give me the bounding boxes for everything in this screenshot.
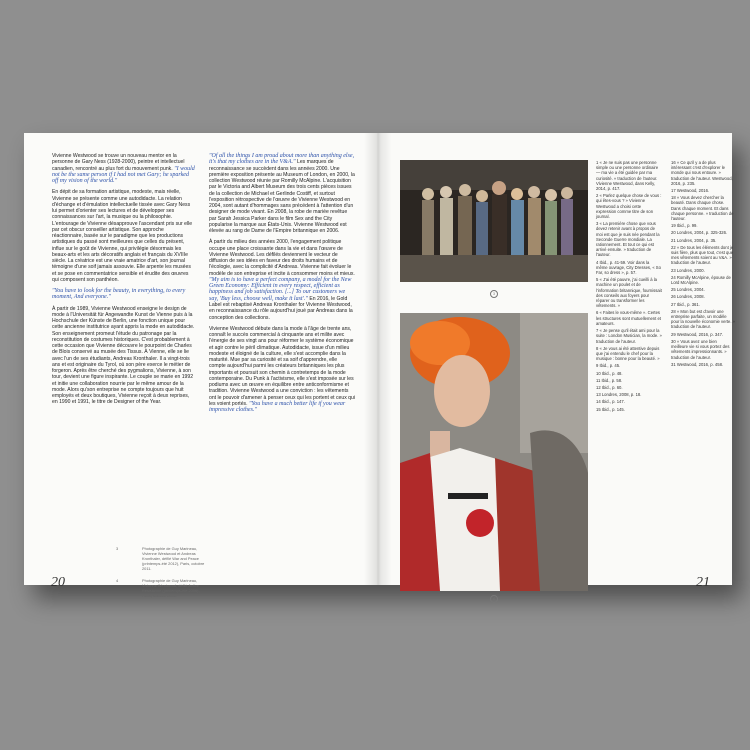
endnote: 18 « Vous devez chercher la beauté. Dans chaque chose. Dans chaque moment. Et dans chaque personne. » traduction de l'auteur. (671, 195, 734, 222)
right-page (378, 133, 736, 601)
endnote: 14 Ibid., p. 147. (596, 399, 625, 405)
endnote: 8 « Je vous ai été attentive depuis que j'ai entendu le chef pour la musique : bonne pour la beauté. » (596, 345, 660, 362)
paragraph: À partir du milieu des années 2000, l'engagement politique occupe une place croissante dans la vie et dans l'œuvre de Vivienne Westwood. Les défilés deviennent le vecteur de diffusion de ses idées en faveur des droits humains et de l'écologie, avec la complicité d'Andreas. Vivienne fait évoluer le modèle de son entreprise et incite à consommer moins et mieux. "My aim is to have a perfect company, a model for the New Green Economy: Efficient in every respect, efficient as happiness and job satisfaction. [...] To our customers we say, 'Buy less, choose well, make it last'." En 2016, le Gold Label est rebaptisé Andreas Kronthaler for Vivienne Westwood, en reconnaissance du rôle aujourd'hui joué par Andreas dans la conception des collections. (209, 239, 355, 321)
pull-quote: "You have to look for the beauty, in everything, to every moment, And everyone." (52, 288, 186, 301)
endnote: 21 Londres, 2004, p. 35. (671, 237, 717, 243)
endnote: 15 Ibid., p. 145. (596, 406, 625, 412)
paragraph: Vivienne Westwood se trouve un nouveau mentor en la personne de Gary Ness (1928-2000), peintre et intellectuel canadien, rencontré au plus fort du mouvement punk. "I would not be the same person if I had not met Gary; he sparked off my vision of the world." (52, 153, 195, 185)
runway-group-photo (400, 160, 588, 282)
footnote-text: Photographie de Guy Marineau, Vivienne Westwood et Andreas Kronthaler, défilé War and Peace (printemps-été 2012), Paris, octobre 2011. (142, 546, 205, 571)
endnote: 26 Londres, 2008. (671, 294, 705, 300)
endnote: 29 Westwood, 2016, p. 347. (671, 331, 724, 337)
endnote: 31 Westwood, 2016, p. 458. (671, 361, 724, 367)
pull-quote: "My aim is to have a perfect company, a model for the New Green Economy: Efficient in every respect, efficient as happiness and job satisfaction. [...] To our customers we say, 'Buy less, choose well, make it last'." (209, 276, 352, 302)
endnote: 10 Ibid., p. 48. (596, 370, 623, 376)
endnote: 2 « Parlez quelque chose de vous : qui êtes-vous ? » Vivienne Westwood a choisi cette expression comme titre de son journal. (596, 193, 662, 220)
footnote-number: 4 (116, 578, 119, 583)
endnote: 30 « Vous avez une bien meilleure vie si vous portez des vêtements impressionnants. » traduction de l'auteur. (671, 338, 730, 360)
pull-quote: "I would not be the same person if I had not met Gary; he sparked off my vision of the world." (52, 165, 195, 185)
footnote (116, 546, 210, 571)
endnote: 27 Ibid., p. 361. (671, 301, 700, 307)
endnote: 6 « Faites le vous-même ». Certes les structures sont mutuellement et amateurs. (596, 310, 661, 326)
pull-quote: "You have a much better life if you wear impressive clothes." (209, 400, 346, 414)
portrait-illustration (400, 313, 588, 591)
paragraph: Vivienne Westwood débute dans la mode à l'âge de trente ans, connaît le succès commercial à cinquante ans et milite avec l'énergie de ses vingt ans pour réformer le système économique et agir contre le péril climatique. Autodidacte, issue d'un milieu modeste et éloigné de la culture, elle s'est accomplie dans la maturité. Mue par sa curiosité et sa soif d'apprendre, elle compte aujourd'hui parmi les créateurs britanniques les plus importants et poursuit son chemin à contretemps de la mode contemporaine. Du Punk à l'activisme, elle s'est imposée sur les podiums avec un œuvre en équilibre entre anticonformisme et tradition. Vivienne Westwood a une conviction : les vêtements ont le pouvoir d'amener à penser ceux qui les portent et ceux qui les voient portés. "You have a much better life if you wear impressive clothes." (209, 325, 355, 414)
endnote: 11 Ibid., p. 58. (596, 377, 623, 383)
paragraph: En dépit de sa formation artistique, modeste, mais réelle, Vivienne se présente comme une autodidacte. La relation d'échange et d'émulation intellectuelle tissée avec Gary Ness lui permet d'orienter ses lectures et de développer ses connaissances sur l'art, la musique ou la philosophie. L'entourage de Vivienne désapprouve l'ascendant pris sur elle par cet obscur conseiller artistique. Son approche réactionnaire, basée sur le paradigme que les productions artistiques du passé sont meilleures que celles du présent, influe sur le goût de Vivienne, qui privilégie désormais les beaux-arts et les arts décoratifs anglais et français du XVIIIe siècle. La créatrice est une vraie amatrice d'art, son journal témoigne d'une soif jamais assouvie. Elle arpente les musées et se pose en commentatrice sensible et érudite des œuvres qui composent son panthéon. (52, 189, 193, 283)
runway-illustration (400, 160, 588, 282)
endnotes-column-2 (671, 160, 735, 369)
left-page (24, 133, 378, 598)
text-column-2 (209, 153, 355, 418)
endnote: 4 Ibid., p. 41-59. Voir dans la même ouvrage, City Dresses, « So Far, so dress », p. 57. (596, 259, 661, 276)
page-number-right: 21 (696, 575, 710, 590)
endnote: 16 « Ce qu'il y a de plus intéressant c'est d'explorer le monde qui nous entoure. » traduction de l'auteur. Westwood, 2016, p. 235. (671, 160, 733, 186)
endnote: 12 Ibid., p. 60. (596, 384, 623, 390)
pull-quote: "Of all the things I am proud about more than anything else, it's that my clothes are in the V&A." (209, 153, 355, 166)
paragraph: À partir de 1989, Vivienne Westwood enseigne le design de mode à l'Universität für Angewandte Kunst de Vienne puis à la Hochschule der Künste de Berlin, une fonction unique pour cette ancienne institutrice ayant appris la mode en autodidacte. Son enseignement promeut l'étude du patronage par la reconstitution de costumes historiques. C'est probablement à cette occasion que Vivienne découvre le pourpoint de Charles de Blois conservé au musée des Tissus. À Vienne, elle se lie avec l'un de ses étudiants, Andreas Kronthaler. Il a vingt-trois ans et est originaire du Tyrol, où son père exerce le métier de forgeron. Après être cherché des pygmalions, Vivienne, à son tour, devient une figure inspirante. Le couple se marie en 1992 et initie une collaboration nourrie par le même amour de la mode. Alors qu'son entreprise ne compte toujours que huit employés et deux boutiques, Vivienne reçoit à deux reprises, en 1990 et 1991, le titre de Designer of the Year. (52, 305, 195, 406)
endnote: 20 Londres, 2004, p. 325-326. (671, 230, 728, 236)
endnote: 25 Londres, 2004. (671, 287, 705, 293)
endnote: 1 « Je ne suis pas une personne simple ou une personne ordinaire — ma vie a été guidée par ma curiosité. » traduction de l'auteur. Vivienne Westwood, dans Kelly, 2014, p. 417. (596, 160, 659, 192)
footnote-number: 3 (116, 546, 119, 551)
footnote (116, 578, 210, 598)
footnote-text: Photographie de Guy Marineau, Vivienne Westwood, défilé Active Resistance (printemps-été 2006), Paris, octobre 2005. (142, 578, 200, 598)
photo-marker: 3 (490, 290, 498, 298)
endnote: 7 « Je pense qu'il était ami pour la suite : London Musician, la mode. » traduction de l'auteur. (596, 328, 662, 344)
portrait-photo (400, 313, 588, 591)
endnote: 28 « Mon but est d'avoir une entreprise parfaite, un modèle pour la nouvelle économie verte. » traduction de l'auteur. (671, 308, 736, 330)
endnote: 9 Ibid., p. 45. (596, 363, 621, 369)
endnote: 5 « J'ai été pauvre, j'ai cueilli à la machine un poulet et de l'information britannique, fournissait des conseils aux foyers pour réparer ou transformer les vêtements. » (596, 277, 662, 309)
book-spread (24, 133, 736, 601)
endnotes-column-1 (596, 160, 662, 414)
endnote: 13 Londres, 2008, p. 18. (596, 392, 642, 398)
text-column-1 (52, 153, 195, 411)
page-number-left: 20 (51, 575, 65, 590)
endnote: 3 « La première chose que vous devez retenir avant à propos de moi est que je suis née pendant la Seconde Guerre mondiale. La rationnement. Et tout ce qui est arrivé ensuite. » traduction de l'auteur. (596, 221, 660, 258)
endnote: 23 Londres, 2000. (671, 267, 705, 273)
paragraph: "Of all the things I am proud about more than anything else, it's that my clothes are in the V&A." Les marques de reconnaissance se succèdent dans les années 2000. Une première exposition présente au Museum of London, en 2000, la collection Westwood réunie par Romilly McAlpine. L'acquisition par le Victoria and Albert Museum des trois cents pièces issues de la collection de Michael et Gerlinde Costiff, et surtout l'exposition rétrospective de l'œuvre de Vivienne Westwood en 2004, sont autant d'hommages sans précédent à l'attention d'un designer de mode vivant. En 2008, la robe de mariée revêtue par Sarah Jessica Parker dans le film Sex and the City popularise la marque aux États-Unis. Vivienne Westwood est élevée au rang de Dame de l'Empire britannique en 2006. (209, 153, 355, 235)
endnote: 17 Westwood, 2016. (671, 188, 710, 194)
endnote: 19 Ibid., p. 99. (671, 223, 698, 229)
endnote: 22 « De tous les éléments dont je suis fière, plus que tout, c'est que mes vêtements soient au V&A. » traduction de l'auteur. (671, 244, 734, 266)
photo-marker: 4 (490, 595, 498, 603)
endnote: 24 Romilly McAlpine, épouse de Lord McAlpine. (671, 274, 731, 286)
